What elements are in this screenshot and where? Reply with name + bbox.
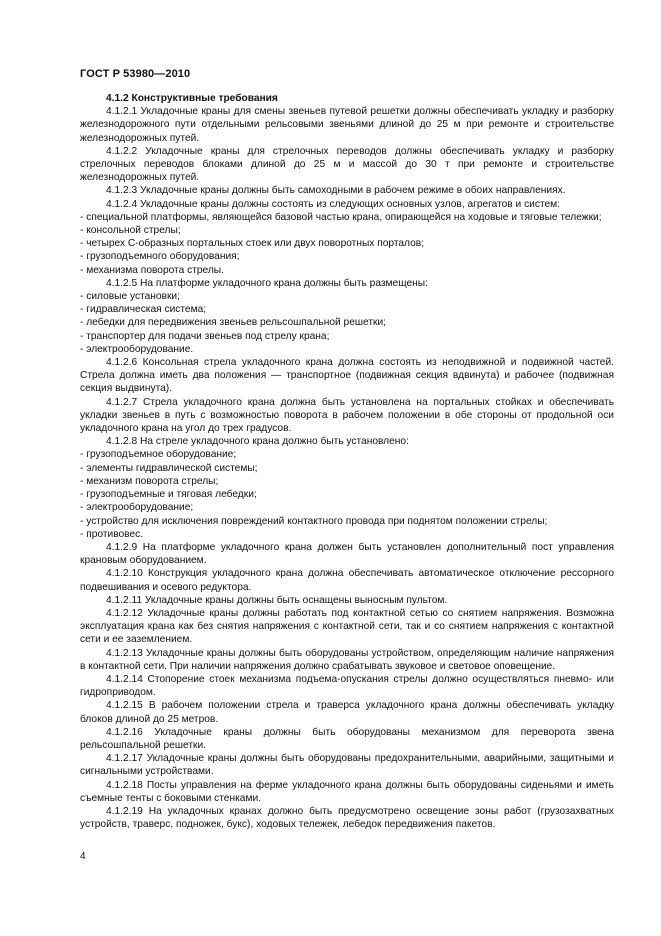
paragraph-4-1-2-5: 4.1.2.5 На платформе укладочного крана должны быть размещены: <box>106 277 428 289</box>
list-item: - грузоподъемные и тяговая лебедки; <box>80 489 257 501</box>
list-item: - транспортер для подачи звеньев под стрелу крана; <box>80 330 330 342</box>
paragraph-4-1-2-7: 4.1.2.7 Стрела укладочного крана должна быть установлена на портальных стойках и обеспечивать укладки звеньев в путь с возможностью поворота в рабочем положении в обе стороны от продольной оси укладочного крана на угол до трех градусов. <box>80 396 614 435</box>
paragraph-4-1-2-16: 4.1.2.16 Укладочные краны должны быть оборудованы механизмом для переворота звена рельсошпальной решетки. <box>80 726 614 751</box>
page-number: 4 <box>80 851 86 862</box>
paragraph-4-1-2-12: 4.1.2.12 Укладочные краны должны работать под контактной сетью со снятием напряжения. Возможна эксплуатация крана как без снятия напряжения с контактной сети, так и со снятием напряжения с контактной сети и ее заземлением. <box>80 607 614 646</box>
list-item: - элементы гидравлической системы; <box>80 462 258 474</box>
paragraph-4-1-2-6: 4.1.2.6 Консольная стрела укладочного крана должна состоять из неподвижной и подвижной частей. Стрела должна иметь два положения — транспортное (подвижная секция вдвинута) и рабочее (подвижная секция выдвинута). <box>80 357 614 395</box>
list-item: - электрооборудование; <box>80 502 194 514</box>
paragraph-4-1-2-17: 4.1.2.17 Укладочные краны должны быть оборудованы предохранительными, аварийными, защитными и сигнальными устройствами. <box>80 753 614 778</box>
list-item: - консольной стрелы; <box>80 225 181 237</box>
list-item: - механизма поворота стрелы. <box>80 264 224 276</box>
list-item: - специальной платформы, являющейся базовой частью крана, опирающейся на ходовые и тяговые тележки; <box>80 211 602 223</box>
list-item: - четырех С-образных портальных стоек или двух поворотных порталов; <box>80 238 425 250</box>
list-item: - силовые установки; <box>80 291 180 303</box>
paragraph-4-1-2-10: 4.1.2.10 Конструкция укладочного крана должна обеспечивать автоматическое отключение рессорного подвешивания и осевого редуктора. <box>80 568 614 593</box>
list-item: - механизм поворота стрелы; <box>80 475 219 487</box>
paragraph-4-1-2-8: 4.1.2.8 На стреле укладочного крана должно быть установлено: <box>106 436 409 448</box>
paragraph-4-1-2-3: 4.1.2.3 Укладочные краны должны быть самоходными в рабочем режиме в обоих направлениях. <box>106 185 566 197</box>
document-body <box>80 92 614 831</box>
paragraph-4-1-2-2: 4.1.2.2 Укладочные краны для стрелочных переводов должны обеспечивать укладку и разборку стрелочных переводов блоками длиной до 25 м и массой до 30 т при ремонте и строительстве железнодорожных путей. <box>80 145 614 184</box>
section-heading: 4.1.2 Конструктивные требования <box>106 93 278 104</box>
list-item: - электрооборудование. <box>80 343 194 355</box>
paragraph-4-1-2-14: 4.1.2.14 Стопорение стоек механизма подъема-опускания стрелы должно осуществляться пневмо- или гидроприводом. <box>80 673 614 699</box>
paragraph-4-1-2-9: 4.1.2.9 На платформе укладочного крана должен быть установлен дополнительный пост управления крановым оборудованием. <box>80 541 614 567</box>
paragraph-4-1-2-19: 4.1.2.19 На укладочных кранах должно быть предусмотрено освещение зоны работ (грузозахватных устройств, траверс, подножек, букс), ходовых тележек, лебедок передвижения пакетов. <box>80 805 614 831</box>
paragraph-4-1-2-15: 4.1.2.15 В рабочем положении стрела и траверса укладочного крана должны обеспечивать укладку блоков длиной до 25 метров. <box>80 700 614 725</box>
list-item: - гидравлическая система; <box>80 304 207 316</box>
list-item: - лебедки для передвижения звеньев рельсошпальной решетки; <box>80 317 387 329</box>
list-item: - устройство для исключения повреждений контактного провода при поднятом положении стрелы; <box>80 515 548 527</box>
list-item: - грузоподъемное оборудование; <box>80 449 237 461</box>
list-item: - грузоподъемного оборудования; <box>80 251 240 263</box>
paragraph-4-1-2-13: 4.1.2.13 Укладочные краны должны быть оборудованы устройством, определяющим наличие напряжения в контактной сети. При наличии напряжения должно срабатывать звуковое и световое оповещение. <box>80 647 614 672</box>
list-item: - противовес. <box>80 528 144 540</box>
paragraph-4-1-2-4: 4.1.2.4 Укладочные краны должны состоять из следующих основных узлов, агрегатов и систем: <box>106 198 561 210</box>
paragraph-4-1-2-1: 4.1.2.1 Укладочные краны для смены звеньев путевой решетки должны обеспечивать укладку и разборку железнодорожного пути отдельными рельсовыми звеньями длиной до 25 м при ремонте и строительстве железнодорожных путей. <box>80 106 614 144</box>
paragraph-4-1-2-18: 4.1.2.18 Посты управления на ферме укладочного крана должны быть оборудованы сиденьями и иметь съемные тенты с боковыми стенками. <box>80 779 614 804</box>
paragraph-4-1-2-11: 4.1.2.11 Укладочные краны должны быть оснащены выносным пультом. <box>106 594 448 606</box>
document-header: ГОСТ Р 53980—2010 <box>80 68 191 80</box>
